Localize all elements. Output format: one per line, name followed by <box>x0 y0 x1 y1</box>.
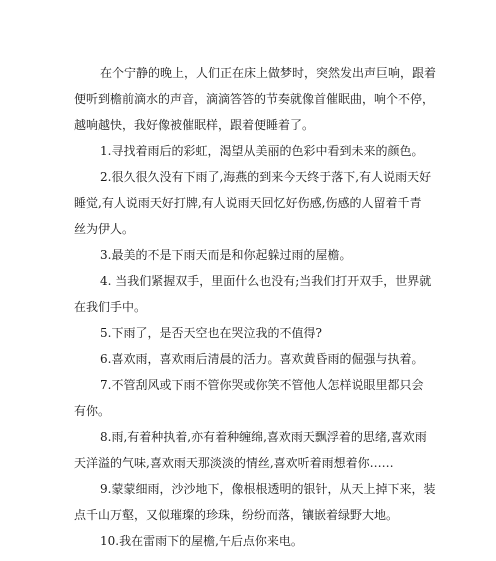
paragraph-line: 9.蒙蒙细雨，沙沙地下，像根根透明的银针，从天上掉下来，装 <box>100 482 436 496</box>
paragraph-line: 在个宁静的晚上，人们正在床上做梦时，突然发出声巨响，跟着 <box>100 66 437 80</box>
paragraph-line: 5.下雨了，是否天空也在哭泣我的不值得? <box>100 326 322 340</box>
paragraph-line: 丝为伊人。 <box>74 222 135 236</box>
paragraph-line: 1.寻找着雨后的彩虹，渴望从美丽的色彩中看到未来的颜色。 <box>100 144 424 158</box>
paragraph-line: 睡觉,有人说雨天好打牌,有人说雨天回忆好伤感,伤感的人留着千青 <box>74 196 422 210</box>
paragraph-line: 越响越快，我好像被催眠样，跟着便睡着了。 <box>74 118 315 132</box>
paragraph-line: 4. 当我们紧握双手，里面什么也没有;当我们打开双手，世界就 <box>100 274 432 288</box>
paragraph-line: 10.我在雷雨下的屋檐,午后点你来电。 <box>100 534 303 548</box>
paragraph-line: 天洋溢的气味,喜欢雨天那淡淡的情丝,喜欢听着雨想着你…… <box>74 456 394 470</box>
paragraph-line: 6.喜欢雨，喜欢雨后清晨的活力。喜欢黄昏雨的倔强与执着。 <box>100 352 424 366</box>
paragraph-line: 有你。 <box>74 404 111 418</box>
paragraph-line: 2.很久很久没有下雨了,海燕的到来今天终于落下,有人说雨天好 <box>100 170 432 184</box>
paragraph-line: 便听到檐前滴水的声音，滴滴答答的节奏就像首催眠曲，响个不停， <box>74 92 435 106</box>
paragraph-line: 点千山万壑，又似璀璨的珍珠，纷纷而落，镶嵌着绿野大地。 <box>74 508 399 522</box>
paragraph-line: 在我们手中。 <box>74 300 147 314</box>
paragraph-line: 7.不管刮风或下雨不管你哭或你笑不管他人怎样说眼里都只会 <box>100 378 424 392</box>
paragraph-line: 8.雨,有着种执着,亦有着种缠绵,喜欢雨天飘浮着的思绪,喜欢雨 <box>100 430 427 444</box>
paragraph-line: 3.最美的不是下雨天而是和你起躲过雨的屋檐。 <box>100 248 352 262</box>
